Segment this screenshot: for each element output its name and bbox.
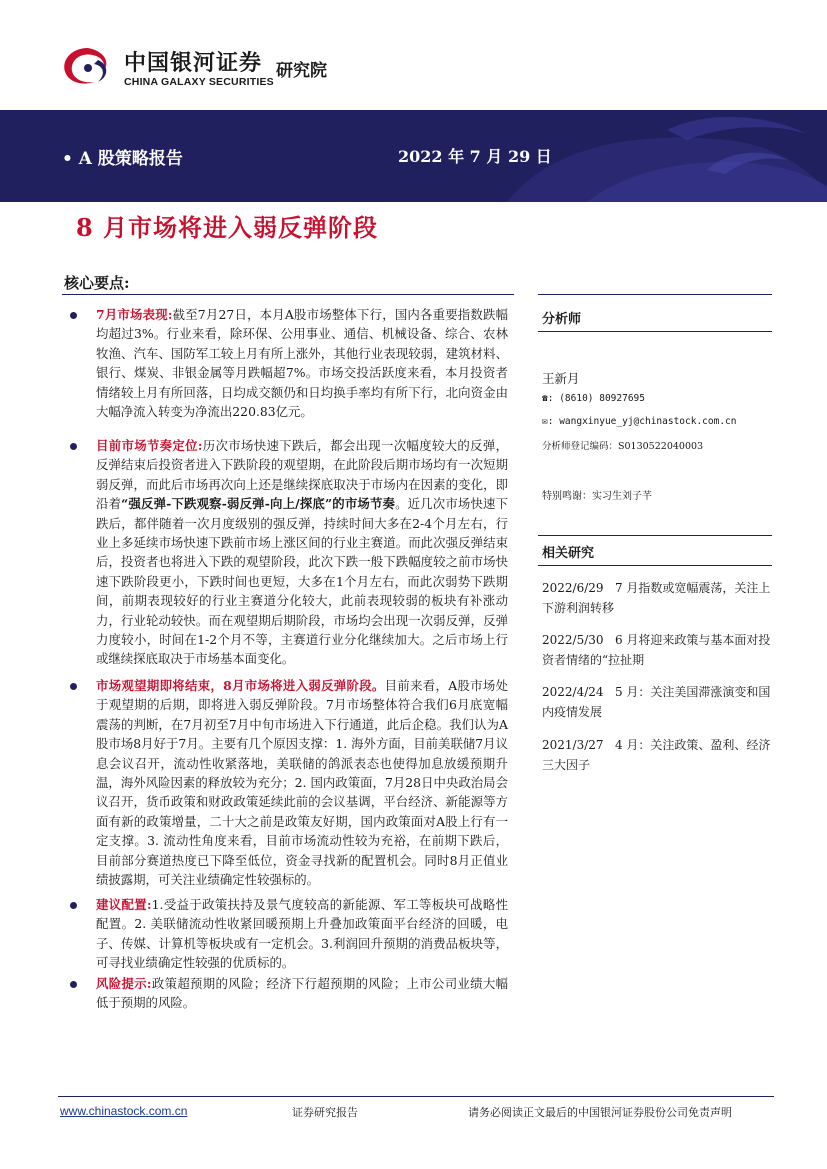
- related-item[interactable]: [542, 682, 774, 722]
- paragraph-text: 目前来看，A股市场处于观望期的后期，即将进入弱反弹阶段。7月市场整体符合我们6月底宽幅震荡的判断，在7月初至7月中旬市场进入下行通道，此后企稳。我们认为A股市场8月好于7月。主要有几个原因支撑：1. 海外方面，目前美联储7月议息会议召开，流动性收紧落地，美联储的鸽派表态也使得加息放缓预期升温，海外风险因素的释放较为充分；2. 国内政策面，7月28日中央政治局会议召开，货币政策和财政政策延续此前的会议基调，平台经济、新能源等方面有新的政策增量，二十大之前是政策友好期，国内政策面对A股上行有一定支撑。3. 流动性角度来看，目前市场流动性较为充裕，在前期下跌后，目前部分赛道热度已下降至低位，资金寻找新的配置机会。同时8月正值业绩披露期，可关注业绩确定性较强标的。: [96, 678, 509, 888]
- key-points-divider: [62, 294, 514, 295]
- analyst-phone: ☎: (8610) 80927695: [542, 393, 645, 404]
- related-item[interactable]: [542, 630, 774, 670]
- analyst-divider: [538, 331, 772, 332]
- paragraph-lead: 市场观望期即将结束，8月市场将进入弱反弹阶段。: [96, 678, 385, 693]
- analyst-name: 王新月: [542, 371, 580, 386]
- research-institute-label: 研究院: [276, 61, 327, 81]
- mail-icon: ✉: [542, 416, 548, 427]
- paragraph-text: 1.受益于政策扶持及景气度较高的新能源、军工等板块可战略性配置。2. 美联储流动性收紧回暖预期上升叠加政策面平台经济的回暖，电子、传媒、计算机等板块或有一定机会。3.利润回升预期的消费品板块等，可寻找业绩确定性较强的优质标的。: [96, 897, 508, 971]
- paragraph-text: 。近几次市场快速下跌后，都伴随着一次月度级别的强反弹，持续时间大多在2-4个月左右，行业上多延续市场快速下跌前市场上涨区间的行业主赛道。而此次强反弹结束后，投资者也将进入下跌的观望阶段，此次下跌一般下跌幅度较之前市场快速下跌阶段更小，下跌时间也更短，大多在1个月左右，而此次弱势下跌期间，前期表现较好的行业主赛道分化较大，此前表现较弱的板块有补涨动力，行业轮动较快。而在观望期后期阶段，市场均会出现一次弱反弹，反弹力度较小，时间在1-2个月不等，主赛道行业分化继续加大。之后市场上行或继续探底取决于市场基本面变化。: [96, 496, 509, 667]
- footer-disclaimer: 请务必阅读正文最后的中国银河证券股份公司免责声明: [468, 1106, 732, 1119]
- related-item-date: 2022/5/30: [542, 633, 604, 647]
- analyst-top-divider: [538, 294, 772, 295]
- related-divider: [538, 565, 772, 566]
- paragraph-text: 历次市场快速下跌后，都会出现一次幅度较大的反弹，反弹结束后投资者进入下跌阶段的观望期，在此阶段后期市场均有一次短期弱反弹，而此后市场再次向上还是继续探底取决于市场内在因素的变化，即沿着: [96, 438, 509, 512]
- bullet-icon: [70, 981, 77, 988]
- paragraph-risk: [96, 974, 508, 1013]
- analyst-heading: 分析师: [542, 312, 582, 327]
- bullet-icon: [70, 443, 77, 450]
- brand-name-cn: 中国银河证券: [124, 51, 263, 76]
- related-item[interactable]: [542, 735, 774, 775]
- report-type-label: • A 股策略报告: [62, 149, 183, 169]
- special-thanks: 特别鸣谢：实习生刘子芊: [542, 491, 652, 502]
- bullet-icon: [70, 902, 77, 909]
- report-title: 8 月市场将进入弱反弹阶段: [76, 213, 379, 242]
- related-item-title[interactable]: 4 月：关注政策、盈利、经济三大因子: [542, 738, 771, 772]
- analyst-registration: 分析师登记编码：S0130522040003: [542, 441, 704, 452]
- paragraph-lead: 7月市场表现:: [96, 307, 173, 322]
- email-address[interactable]: wangxinyue_yj@chinastock.com.cn: [559, 416, 737, 427]
- related-item-title[interactable]: 5 月：关注美国滞涨演变和国内疫情发展: [542, 685, 771, 719]
- brand-name-en: CHINA GALAXY SECURITIES: [124, 76, 274, 88]
- bullet-icon: [70, 312, 77, 319]
- footer-website-link[interactable]: www.chinastock.com.cn: [60, 1104, 188, 1118]
- key-points-heading: 核心要点:: [64, 274, 130, 292]
- paragraph-market-rhythm: [96, 436, 508, 669]
- paragraph-emphasis: “强反弹-下跌观察-弱反弹-向上/探底”的市场节奏: [121, 496, 396, 512]
- paragraph-july-performance: [96, 305, 508, 421]
- footer-report-type: 证券研究报告: [292, 1106, 358, 1119]
- analyst-email[interactable]: ✉: wangxinyue_yj@chinastock.com.cn: [542, 416, 737, 427]
- galaxy-swirl-logo-icon: [58, 44, 118, 88]
- paragraph-lead: 建议配置:: [96, 897, 152, 912]
- related-item-title[interactable]: 6 月将迎来政策与基本面对投资者情绪的“拉扯期: [542, 633, 771, 667]
- paragraph-lead: 目前市场节奏定位:: [96, 438, 203, 453]
- paragraph-allocation: [96, 895, 508, 973]
- paragraph-text: 政策超预期的风险；经济下行超预期的风险；上市公司业绩大幅低于预期的风险。: [96, 976, 509, 1011]
- related-item[interactable]: [542, 578, 774, 618]
- related-research-heading: 相关研究: [542, 546, 595, 561]
- paragraph-weak-rebound: [96, 676, 508, 889]
- phone-number: (8610) 80927695: [559, 393, 645, 404]
- bullet-icon: [70, 683, 77, 690]
- related-item-date: 2022/6/29: [542, 581, 604, 595]
- footer-divider: [58, 1096, 774, 1097]
- report-date: 2022 年 7 月 29 日: [398, 147, 552, 166]
- paragraph-text: 截至7月27日，本月A股市场整体下行，国内各重要指数跌幅均超过3%。行业来看，除环保、公用事业、通信、机械设备、综合、农林牧渔、汽车、国防军工较上月有所上涨外，其他行业表现较弱，建筑材料、银行、煤炭、非银金属等月跌幅超7%。市场交投活跃度来看，本月投资者情绪较上月有所回落，日均成交额仍和日均换手率均有所下行，北向资金由大幅净流入转变为净流出220.83亿元。: [96, 307, 508, 420]
- phone-icon: ☎: [542, 393, 548, 404]
- related-item-date: 2021/3/27: [542, 738, 604, 752]
- related-item-date: 2022/4/24: [542, 685, 604, 699]
- related-item-title[interactable]: 7 月指数或宽幅震荡，关注上下游利润转移: [542, 581, 771, 615]
- paragraph-lead: 风险提示:: [96, 976, 152, 991]
- related-top-divider: [538, 535, 772, 536]
